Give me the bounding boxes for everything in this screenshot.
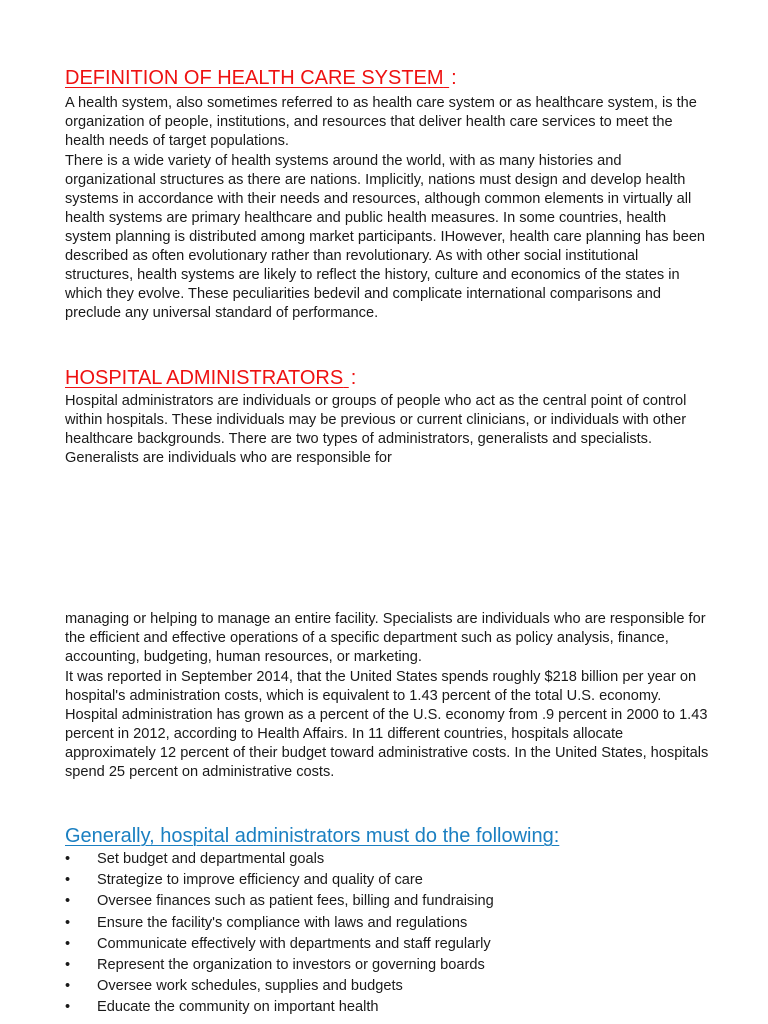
bullet-icon: • xyxy=(65,935,71,952)
list-item-text: Represent the organization to investors or governing boards xyxy=(97,957,485,974)
bullet-icon: • xyxy=(65,872,71,889)
list-item-text: Set budget and departmental goals xyxy=(97,851,325,867)
bullet-icon: • xyxy=(65,893,71,910)
list-item-text: Ensure the facility's compliance with laws and regulations xyxy=(97,914,468,931)
section-administrator-duties xyxy=(65,824,710,848)
list-item-text: Communicate effectively with departments and staff regularly xyxy=(97,935,491,952)
list-item xyxy=(65,849,710,870)
list-item-text: Oversee finances such as patient fees, billing and fundraising xyxy=(97,893,494,910)
list-item xyxy=(65,976,710,997)
heading-colon: : xyxy=(451,67,457,89)
heading-text: DEFINITION OF HEALTH CARE SYSTEM xyxy=(65,67,444,89)
section-heading xyxy=(65,66,710,90)
section-health-care-system xyxy=(65,66,710,90)
section1-paragraph-1 xyxy=(65,94,710,151)
section2-paragraph-2 xyxy=(65,668,710,782)
paragraph: It was reported in September 2014, that the United States spends roughly $218 billion per year on hospital's administration costs, which is equivalent to 1.43 percent of the total U.S. economy. Hospital administration has grown as a percent of the U.S. economy from .9 percent in 2000 to 1.43 percent in 2012, according to Health Affairs. In 11 different countries, hospitals allocate approximately 12 percent of their budget toward administrative costs. In the United States, hospitals spend 25 percent on administrative costs. xyxy=(65,669,709,780)
list-item xyxy=(65,934,710,955)
list-item xyxy=(65,891,710,912)
list-item-text: Oversee work schedules, supplies and budgets xyxy=(97,978,403,995)
paragraph: There is a wide variety of health systems around the world, with as many histories and organizational structures as there are nations. Implicitly, nations must design and develop health systems in accordance with their needs and resources, although common elements in virtually all health systems are primary healthcare and public health measures. In some countries, health system planning is distributed among market participants. IHowever, health care planning has been described as often evolutionary rather than revolutionary. As with other social institutional structures, health systems are likely to reflect the history, culture and economics of the states in which they evolve. These peculiarities bedevil and complicate international comparisons and preclude any universal standard of performance. xyxy=(65,153,706,321)
list-item xyxy=(65,997,710,1018)
paragraph: Hospital administrators are individuals or groups of people who act as the central point of control within hospitals. These individuals may be previous or current clinicians, or individuals with other healthcare backgrounds. There are two types of administrators, generalists and specialists. Generalists are individuals who are responsible for xyxy=(65,393,687,466)
section-heading: Generally, hospital administrators must do the following: xyxy=(65,825,560,847)
bullet-icon: • xyxy=(65,978,71,995)
heading-colon: : xyxy=(350,367,357,389)
section2-paragraph-1a xyxy=(65,392,710,468)
bullet-icon: • xyxy=(65,999,71,1016)
heading-text: HOSPITAL ADMINISTRATORS xyxy=(65,367,344,389)
bullet-icon: • xyxy=(65,957,71,974)
paragraph: managing or helping to manage an entire facility. Specialists are individuals who are responsible for the efficient and effective operations of a specific department such as policy analysis, finance, accounting, budgeting, human resources, or marketing. xyxy=(65,611,706,665)
section2-paragraph-1b xyxy=(65,610,710,667)
section-hospital-administrators xyxy=(65,366,710,390)
bullet-icon: • xyxy=(65,851,71,867)
section-heading xyxy=(65,366,710,390)
duties-list-container xyxy=(65,849,710,1019)
list-item-text: Strategize to improve efficiency and quality of care xyxy=(97,872,423,889)
paragraph: A health system, also sometimes referred to as health care system or as healthcare system, is the organization of people, institutions, and resources that deliver health care services to meet the health needs of target populations. xyxy=(65,95,697,149)
bullet-icon: • xyxy=(65,914,71,931)
list-item xyxy=(65,913,710,934)
section1-paragraph-2 xyxy=(65,152,710,323)
list-item-text: Educate the community on important health xyxy=(97,999,379,1016)
list-item xyxy=(65,870,710,891)
list-item xyxy=(65,955,710,976)
duties-list xyxy=(65,849,710,1019)
